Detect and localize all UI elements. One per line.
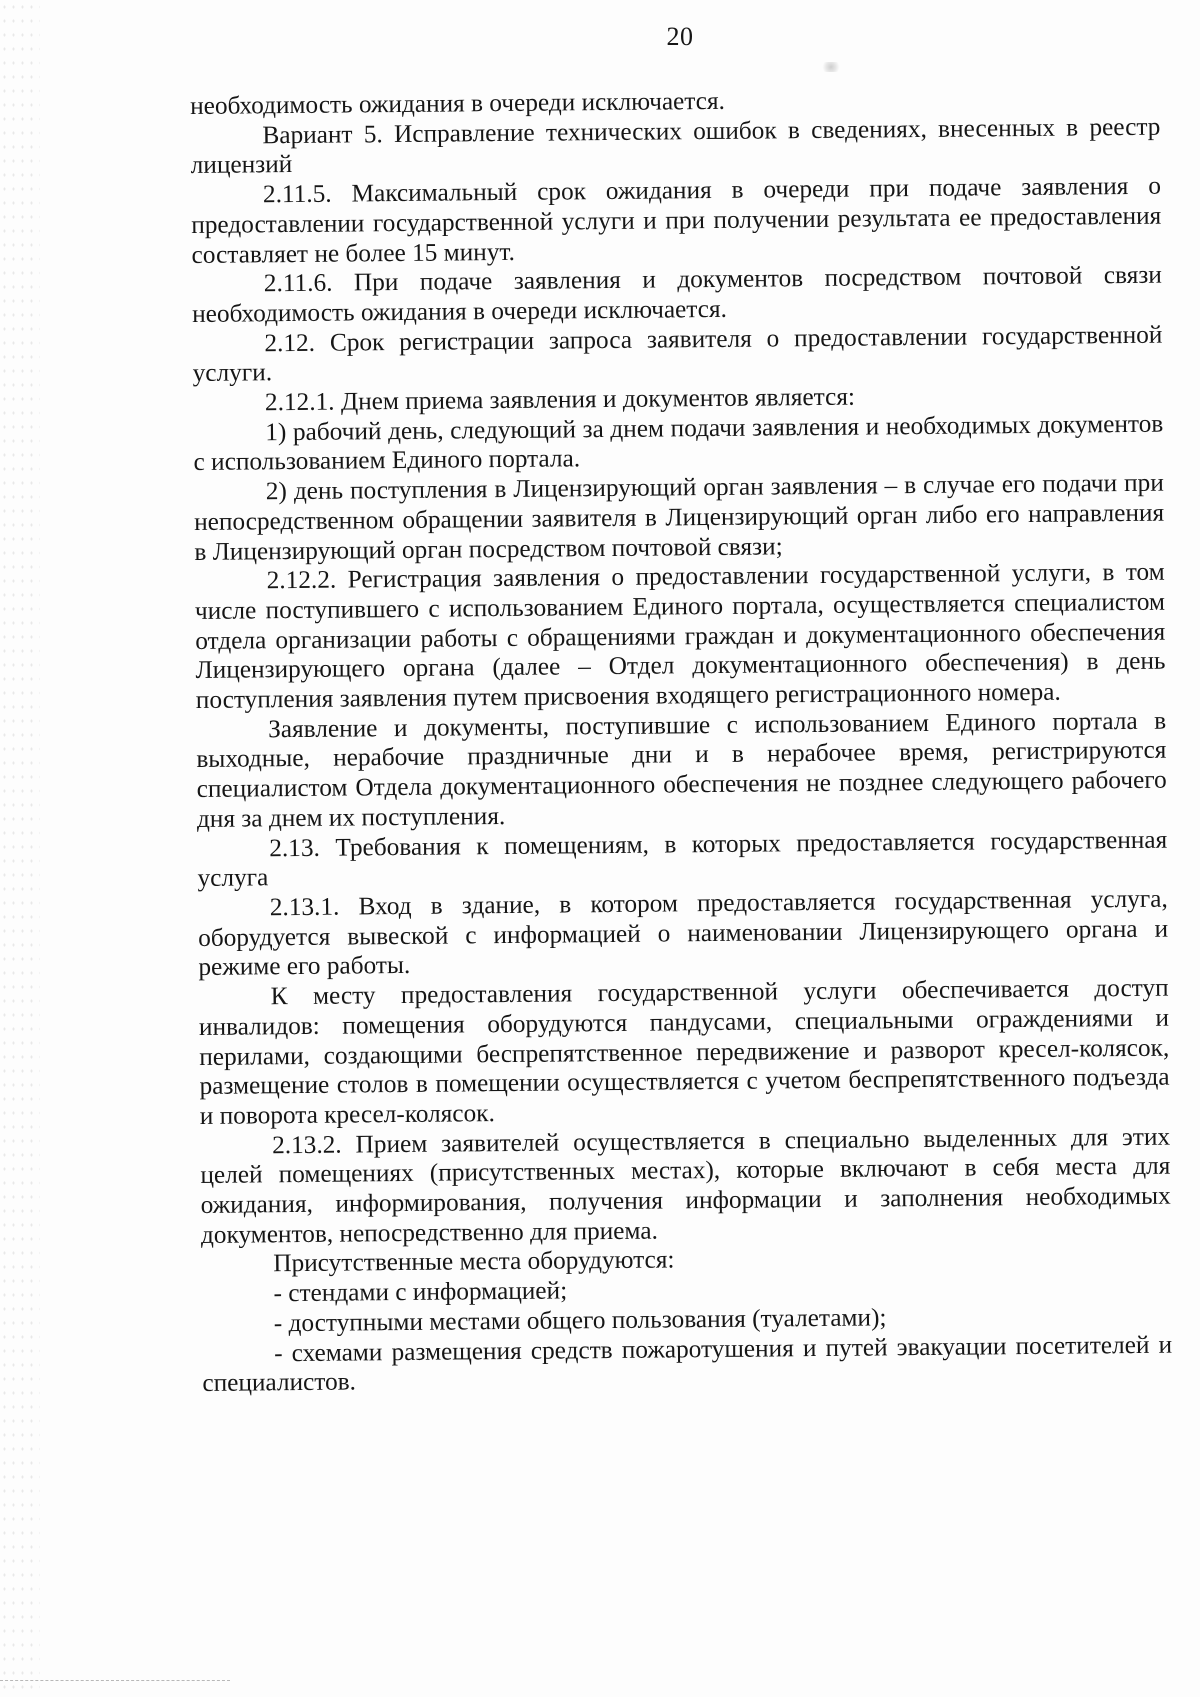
paragraph: 2.12. Срок регистрации запроса заявителя о предоставлении государственной услуги. [192,320,1163,388]
paragraph: 2.13.2. Прием заявителей осуществляется в специально выделенных для этих целей помещениях (присутственных местах), которые включают в себя места для ожидания, информирования, получения информации и заполнения необходимых документов, непосредственно для приема. [200,1122,1171,1249]
paragraph: К месту предоставления государственной услуги обеспечивается доступ инвалидов: помещения оборудуются пандусами, специальными ограждениями и перилами, создающими беспрепятственное передвижение и разворот кресел-колясок, размещение столов в помещении осуществляется с учетом беспрепятственного подъезда и поворота кресел-колясок. [198,973,1170,1130]
paragraph: 2.12.1. Днем приема заявления и документов является: [264,382,856,417]
paragraph: Заявление и документы, поступившие с использованием Единого портала в выходные, нерабочие праздничные дни и в нерабочее время, регистрируются специалистом Отдела документационного обеспечения не позднее следующего рабочего дня за днем их поступления. [196,706,1167,833]
paragraph: 2) день поступления в Лицензирующий орган заявления – в случае его подачи при непосредственном обращении заявителя в Лицензирующий орган либо его направления в Лицензирующий орган посредством почтовой связи; [193,468,1165,566]
document-body [190,83,1173,1399]
page-number: 20 [666,22,694,51]
paragraph: - доступными местами общего пользования (туалетами); [273,1303,887,1338]
paragraph: Вариант 5. Исправление технических ошибок в сведениях, внесенных в реестр лицензий [190,112,1161,180]
scan-speck [820,62,842,72]
scan-bottom-line [0,1680,230,1681]
paragraph: 2.11.5. Максимальный срок ожидания в очереди при подаче заявления о предоставлении государственной услуги и при получении результата ее предоставления составляет не более 15 минут. [191,171,1162,269]
paragraph: 1) рабочий день, следующий за днем подачи заявления и необходимых документов с использованием Единого портала. [193,409,1164,477]
paragraph: необходимость ожидания в очереди исключается. [190,86,726,120]
paragraph: Присутственные места оборудуются: [273,1245,675,1278]
paragraph: 2.13.1. Вход в здание, в котором предоставляется государственная услуга, оборудуется вывеской с информацией о наименовании Лицензирующего органа и режиме его работы. [197,884,1169,982]
scan-edge-noise [0,0,40,1697]
paragraph: 2.12.2. Регистрация заявления о предоставлении государственной услуги, в том числе поступившего с использованием Единого портала, осуществляется специалистом отдела организации работы с обращениями граждан и документационного обеспечения Лицензирующего органа (далее – Отдел документационного обеспечения) в день поступления заявления путем присвоения входящего регистрационного номера. [194,557,1166,715]
paragraph: - стендами с информацией; [273,1276,568,1308]
paragraph: 2.11.6. При подаче заявления и документов посредством почтовой связи необходимость ожидания в очереди исключается. [191,260,1162,328]
paragraph: 2.13. Требования к помещениям, в которых предоставляется государственная услуга [197,825,1168,893]
paragraph: - схемами размещения средств пожаротушения и путей эвакуации посетителей и специалистов. [202,1330,1173,1398]
